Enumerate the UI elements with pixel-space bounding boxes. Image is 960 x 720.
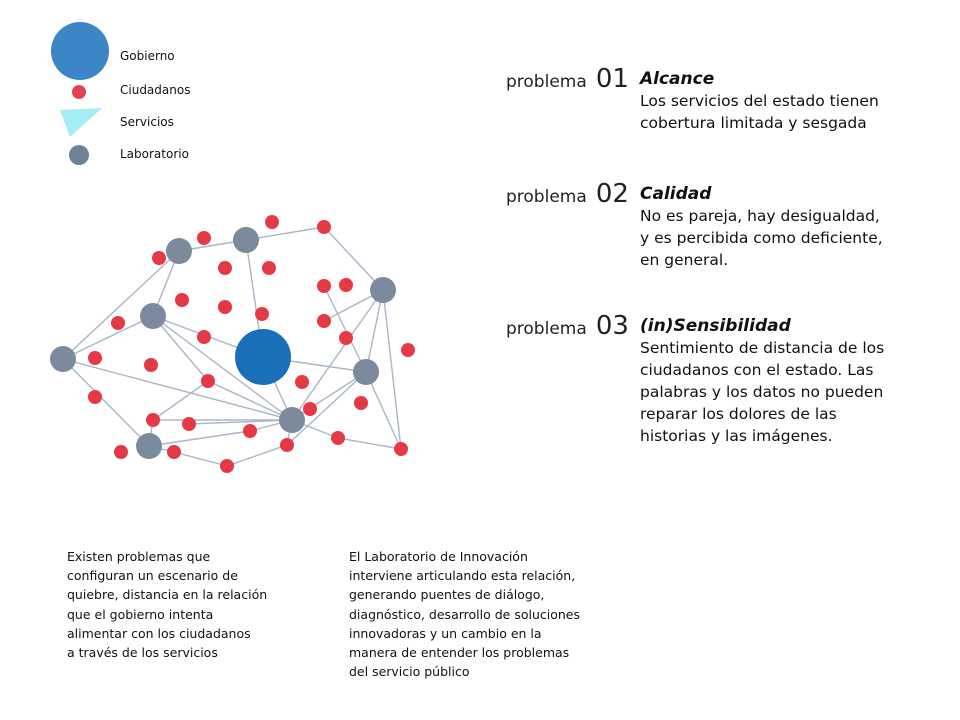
ciudadano-node	[317, 279, 331, 293]
ciudadano-node	[88, 351, 102, 365]
ciudadano-node	[88, 390, 102, 404]
network-edge	[338, 438, 401, 449]
problem-body	[640, 64, 900, 134]
ciudadano-node	[175, 293, 189, 307]
problem-description-line: cobertura limitada y sesgada	[640, 114, 867, 132]
legend-label-gobierno: Gobierno	[120, 49, 175, 63]
laboratorio-node	[140, 303, 166, 329]
note-line: manera de entender los problemas	[349, 645, 570, 661]
problem-number: 03	[595, 311, 629, 341]
problem-description-line: y es percibida como deficiente,	[640, 229, 883, 247]
network-edge	[149, 431, 250, 446]
problem-word: problema	[506, 72, 587, 92]
ciudadano-node	[317, 314, 331, 328]
ciudadano-node	[218, 261, 232, 275]
note-line: configuran un escenario de	[67, 568, 238, 584]
problem-title: Alcance	[640, 69, 715, 89]
problem-lead	[506, 64, 629, 94]
laboratorio-node	[166, 238, 192, 264]
note-problems	[67, 547, 307, 662]
note-line: diagnóstico, desarrollo de soluciones	[349, 606, 580, 622]
network-edge	[227, 445, 287, 466]
problem-number: 02	[595, 179, 629, 209]
ciudadano-node	[146, 413, 160, 427]
ciudadano-node	[182, 417, 196, 431]
note-line: del servicio público	[349, 664, 470, 680]
ciudadano-node	[197, 231, 211, 245]
ciudadano-node	[295, 375, 309, 389]
ciudadano-node	[262, 261, 276, 275]
ciudadano-node	[243, 424, 257, 438]
ciudadano-node	[317, 220, 331, 234]
network-edge	[383, 290, 401, 449]
problem-title: Calidad	[640, 184, 712, 204]
ciudadano-node	[111, 316, 125, 330]
ciudadano-node	[114, 445, 128, 459]
problem-description-line: historias y las imágenes.	[640, 427, 833, 445]
ciudadano-node	[218, 300, 232, 314]
laboratorio-node	[50, 346, 76, 372]
problem-body	[640, 311, 900, 447]
problem-description-line: Los servicios del estado tienen	[640, 92, 879, 110]
network-edge	[153, 381, 208, 420]
legend-gobierno-symbol	[51, 22, 109, 80]
ciudadano-node	[280, 438, 294, 452]
ciudadano-node	[394, 442, 408, 456]
ciudadano-node	[401, 343, 415, 357]
problem-lead	[506, 311, 629, 341]
note-line: quiebre, distancia en la relación	[67, 587, 268, 603]
problem-title: (in)Sensibilidad	[640, 316, 791, 336]
ciudadano-node	[331, 431, 345, 445]
problem-description-line: palabras y los datos no pueden	[640, 383, 884, 401]
laboratorio-node	[370, 277, 396, 303]
ciudadano-node	[197, 330, 211, 344]
problem-word: problema	[506, 187, 587, 207]
legend-label-servicios: Servicios	[120, 115, 174, 129]
legend-ciudadanos-symbol	[72, 85, 86, 99]
ciudadano-node	[220, 459, 234, 473]
network-edge	[174, 452, 227, 466]
note-line: generando puentes de diálogo,	[349, 587, 545, 603]
network-edge	[63, 316, 153, 359]
note-line: El Laboratorio de Innovación	[349, 549, 528, 564]
network-edge	[63, 251, 179, 359]
problem-number: 01	[595, 64, 629, 94]
note-line: a través de los servicios	[67, 645, 218, 661]
ciudadano-node	[144, 358, 158, 372]
laboratorio-node	[279, 407, 305, 433]
ciudadano-node	[265, 215, 279, 229]
legend-servicios-symbol	[60, 108, 102, 137]
note-line: innovadoras y un cambio en la	[349, 625, 542, 641]
laboratorio-node	[353, 359, 379, 385]
network-edge	[63, 359, 149, 446]
network-edges	[63, 227, 401, 466]
legend-laboratorio-symbol	[69, 145, 89, 165]
problem-body	[640, 179, 900, 271]
legend-label-laboratorio: Laboratorio	[120, 147, 189, 161]
note-line: alimentar con los ciudadanos	[67, 625, 251, 641]
note-line: que el gobierno intenta	[67, 606, 214, 622]
problem-description-line: en general.	[640, 251, 729, 269]
ciudadano-node	[201, 374, 215, 388]
problem-word: problema	[506, 319, 587, 339]
network-edge	[324, 286, 366, 372]
problem-description-line: Sentimiento de distancia de los	[640, 339, 885, 357]
ciudadano-node	[152, 251, 166, 265]
note-line: interviene articulando esta relación,	[349, 568, 576, 584]
note-line: Existen problemas que	[67, 549, 211, 564]
ciudadano-node	[354, 396, 368, 410]
problem-lead	[506, 179, 629, 209]
problem-description-line: reparar los dolores de las	[640, 405, 837, 423]
ciudadano-node	[167, 445, 181, 459]
ciudadano-node	[303, 402, 317, 416]
ciudadano-node	[339, 278, 353, 292]
laboratorio-node	[136, 433, 162, 459]
problem-description-line: No es pareja, hay desigualdad,	[640, 207, 880, 225]
ciudadano-node	[339, 331, 353, 345]
ciudadano-node	[255, 307, 269, 321]
gobierno-node	[235, 329, 291, 385]
laboratorio-node	[233, 227, 259, 253]
problem-description-line: ciudadanos con el estado. Las	[640, 361, 874, 379]
note-laboratorio	[349, 547, 619, 681]
legend-label-ciudadanos: Ciudadanos	[120, 83, 191, 97]
